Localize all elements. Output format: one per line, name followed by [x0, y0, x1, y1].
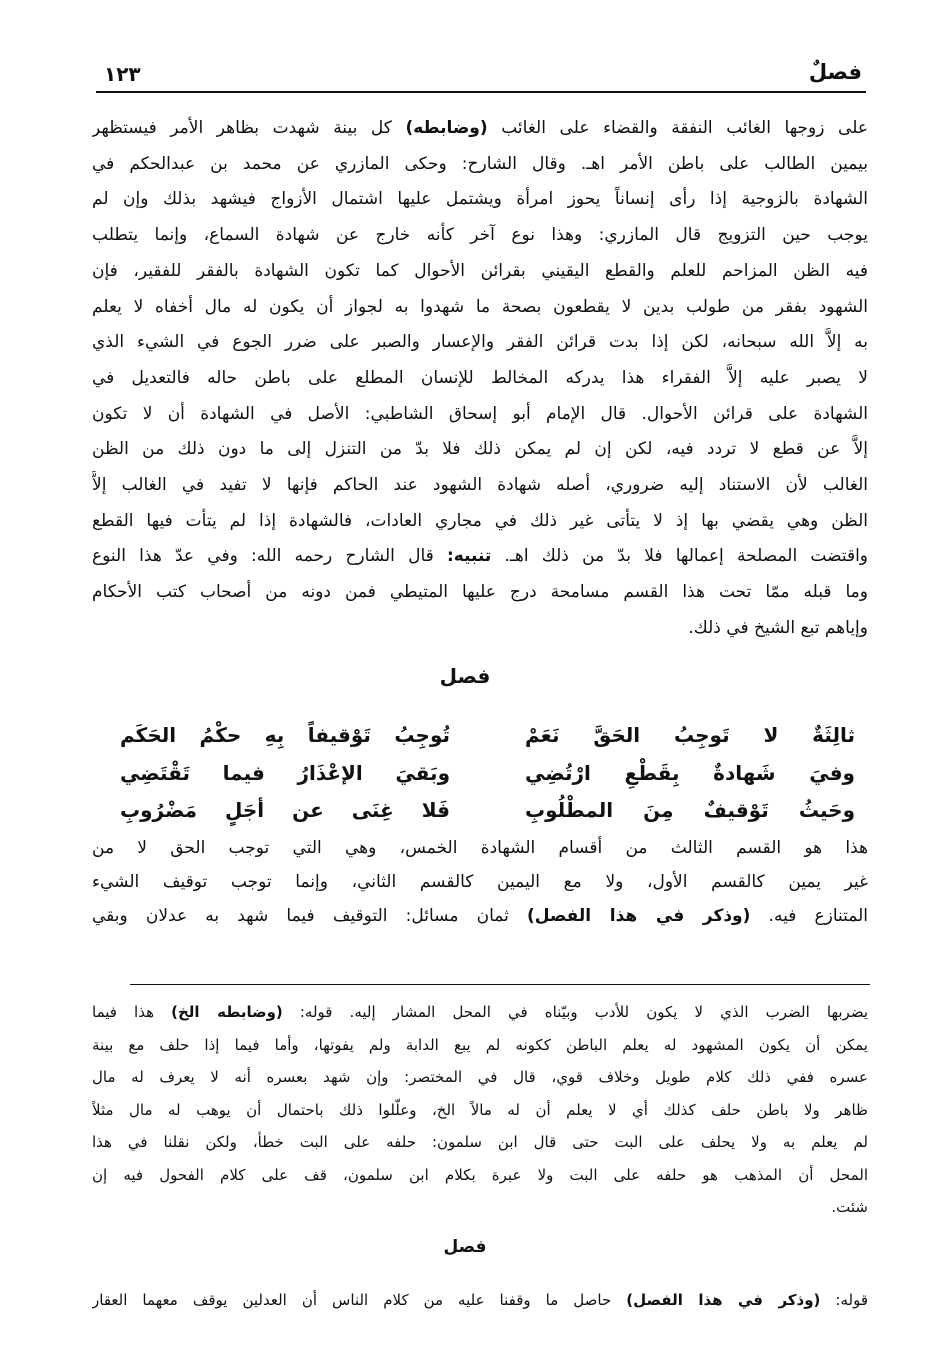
- running-header-title: فصلٌ: [808, 60, 862, 84]
- text-segment: قال الشارح رحمه الله: وفي عدّ هذا النوع: [92, 546, 447, 567]
- footnote-line: المحل أن المذهب هو حلفه على البت ولا عبرة بكلام ابن سلمون، قف على كلام الفحول فيه إن: [92, 1165, 868, 1184]
- footnote-line: ظاهر ولا باطن حلف كذلك أي لا يعلم أن له مالاً الخ، وعلّلوا ذلك باحتمال أن يوهب له مال مثلاً: [92, 1100, 868, 1119]
- text-line: وإياهم تبع الشيخ في ذلك.: [688, 617, 868, 638]
- text-segment: قوله:: [820, 1291, 868, 1309]
- text-line: [92, 541, 868, 571]
- page-number: ١٢٣: [104, 62, 141, 86]
- text-line: الشهادة على قرائن الأحوال. قال الإمام أبو إسحاق الشاطبي: الأصل في الشهادة أن لا تكون: [92, 403, 868, 424]
- text-line: بيمين الطالب على باطن الأمر اهـ. وقال الشارح: وحكى المازري عن محمد بن عبدالحكم في: [92, 153, 868, 174]
- text-line: الظن وهي يقضي بها إذ لا يتأتى غير ذلك في مجاري العادات، فالشهادة إذا لم يتأت فيها القطع: [92, 510, 868, 531]
- commentary-line: هذا هو القسم الثالث من أقسام الشهادة الخمس، وهي التي توجب الحق لا من: [92, 838, 868, 858]
- bold-keyword: (وذكر في هذا الفصل): [526, 906, 751, 926]
- verse-hemistich-first: وفيَ شَهادةٌ بِقَطْعِ ارْتُضِي: [525, 760, 855, 785]
- text-line: فيه الظن المزاحم للعلم والقطع اليقيني بقرائن الأحوال كما تكون الشهادة بالفقر للفقير، فإن: [92, 260, 868, 281]
- footnote-line: لم يعلم به ولا يحلف على البت حتى قال ابن سلمون: حلفه على البت خطأ، ولكن نقلنا في هذا: [92, 1133, 868, 1151]
- text-line: الشهادة بالزوجية إذا رأى إنساناً يحوز امرأة ويشتمل عليها اشتمال الأزواج فيشهد بذلك وإن لم: [92, 189, 868, 210]
- text-segment: واقتضت المصلحة إعمالها فلا بدّ من ذلك اهـ.: [491, 546, 868, 567]
- verse-hemistich-second: فَلا غِنَى عن أجَلٍ مَضْرُوبِ: [120, 798, 450, 822]
- bold-keyword: (وضابطه): [405, 118, 488, 138]
- verse-hemistich-second: وبَقيَ الإعْذَارُ فيما تَقْتَضِي: [120, 760, 450, 785]
- text-line: إلاَّ عن قطع لا تردد فيه، لكن إن لم يمكن ذلك فلا بدّ من التنزل إلى ما دون ذلك من الظن: [92, 439, 868, 460]
- text-line: الغالب لأن الاستناد إليه ضروري، أصله شهادة الشهود عند الحاكم فإنها لا تفيد في الغالب إلاَّ: [92, 475, 868, 495]
- verse-hemistich-second: تُوجِبُ تَوْقيفاً بِهِ حكْمُ الحَكَم: [120, 723, 450, 747]
- text-line: لا يصبر عليه إلاَّ الفقراء هذا يدركه المخالط للإنسان المطلع على باطن حاله فالتعديل في: [92, 367, 868, 388]
- bold-keyword: تنبيه:: [446, 546, 492, 567]
- text-segment: يضربها الضرب الذي لا يكون للأدب وبيّناه في المحل المشار إليه. قوله:: [282, 1003, 868, 1021]
- footnote-rule: [130, 984, 870, 985]
- text-segment: ثمان مسائل: التوقيف فيما شهد به عدلان وبقي: [92, 906, 527, 926]
- bold-keyword: (وذكر في هذا الفصل): [626, 1291, 821, 1309]
- section-heading: فصل: [439, 664, 491, 688]
- commentary-line: [92, 901, 868, 931]
- footnote-line: عسره ففي ذلك كلام طويل وخلاف قوي، قال في المختصر: وإن شهد بعسره أنه لا يعرف له مال: [92, 1068, 868, 1086]
- footnote-line: [92, 998, 868, 1026]
- commentary-line: غير يمين كالقسم الأول، ولا مع اليمين كالقسم الثاني، وإنما توجب توقيف الشيء: [92, 872, 868, 892]
- header-rule: [96, 91, 866, 93]
- text-segment: حاصل ما وقفنا عليه من كلام الناس أن العدلين يوقف معهما العقار: [92, 1291, 627, 1309]
- footnote-line: شئت.: [831, 1198, 868, 1216]
- footnote-line: [92, 1286, 868, 1314]
- text-segment: المتنازع فيه.: [750, 906, 868, 926]
- footnote-heading: فصل: [443, 1237, 487, 1257]
- bold-keyword: (وضابطه الخ): [171, 1003, 283, 1021]
- text-segment: كل بينة شهدت بظاهر الأمر فيستظهر: [92, 118, 406, 138]
- text-segment: على زوجها الغائب النفقة والقضاء على الغائب: [487, 118, 868, 138]
- text-line: [92, 113, 868, 143]
- text-line: به إلاَّ الله سبحانه، لكن إذا بدت قرائن الفقر والإعسار والصبر على ضرر الجوع في الشيء الذي: [92, 332, 868, 353]
- text-line: يوجب حين التزويج قال المازري: وهذا نوع آخر كأنه خارج عن شهادة السماع، وإنما يتطلب: [92, 225, 868, 246]
- verse-hemistich-first: ثالِثَةٌ لا تَوجِبُ الحَقَّ نَعَمْ: [525, 723, 855, 747]
- text-segment: هذا فيما: [92, 1003, 172, 1021]
- text-line: الشهود بفقر من طولب بدين لا يقطعون بصحة ما شهدوا به لجواز أن يكون له مال أخفاه لا يعلم: [92, 296, 868, 317]
- text-line: وما قبله ممّا تحت هذا القسم مسامحة درج عليها المتيطي فمن دونه من أصحاب كتب الأحكام: [92, 582, 868, 603]
- verse-hemistich-first: وحَيثُ تَوْقيفٌ مِنَ المطْلُوبِ: [525, 798, 855, 822]
- footnote-line: يمكن أن يكون المشهود له يعلم الباطن ككونه لم يبع الدابة ولم يفوتها، وأما فيما إذا حلف مع بينة: [92, 1035, 868, 1054]
